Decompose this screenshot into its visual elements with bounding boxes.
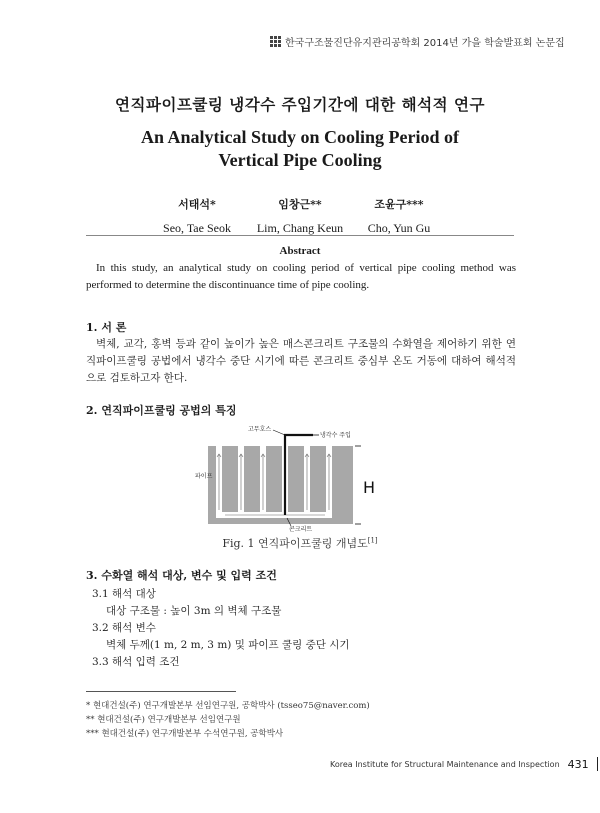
- author-3-ko: 조윤구***: [374, 198, 424, 211]
- label-inlet: 냉각수 주입: [320, 432, 351, 439]
- journal-name: 한국구조물진단유지관리공학회 2014년 가을 학술발표회 논문집: [285, 38, 565, 49]
- journal-header: [270, 34, 565, 49]
- pipe-cooling-diagram: [195, 420, 395, 535]
- height-marker: [355, 446, 361, 524]
- caption-text: Fig. 1 연직파이프쿨링 개념도: [222, 537, 368, 550]
- author-2-en: Lim, Chang Keun: [256, 221, 344, 235]
- abstract-heading: Abstract: [279, 245, 321, 257]
- item-3-2-detail: 벽체 두께(1 m, 2 m, 3 m) 및 파이프 쿨링 중단 시기: [106, 639, 350, 651]
- footnote-3: *** 현대건설(주) 연구개발본부 수석연구원, 공학박사: [86, 729, 284, 739]
- label-concrete: 콘크리트: [289, 526, 313, 533]
- footnote-rule: [86, 691, 236, 692]
- footnote-2: ** 현대건설(주) 연구개발본부 선임연구원: [86, 715, 241, 725]
- figure-caption: [0, 535, 600, 551]
- section-3-heading: 3. 수화열 해석 대상, 변수 및 입력 조건: [86, 569, 277, 582]
- footer-bar: [597, 757, 598, 771]
- page-footer: [330, 757, 598, 771]
- title-english-line2: Vertical Pipe Cooling: [218, 150, 382, 170]
- author-1-en: Seo, Tae Seok: [163, 221, 231, 235]
- caption-ref: [1]: [367, 536, 378, 545]
- label-height: H: [363, 478, 376, 497]
- item-3-3: 3.3 해석 입력 조건: [92, 656, 180, 668]
- item-3-1: 3.1 해석 대상: [92, 588, 156, 600]
- grid-dots-icon: [270, 36, 281, 47]
- title-korean: 연직파이프쿨링 냉각수 주입기간에 대한 해석적 연구: [115, 95, 485, 114]
- divider: [86, 235, 514, 236]
- author-3-en: Cho, Yun Gu: [367, 221, 431, 235]
- hose-leader: [273, 430, 285, 435]
- author-1-ko: 서태석*: [178, 198, 216, 211]
- section-2-heading: 2. 연직파이프쿨링 공법의 특징: [86, 404, 237, 417]
- section-1-heading: 1. 서 론: [86, 321, 127, 334]
- label-hose: 고무호스: [248, 426, 272, 433]
- item-3-2: 3.2 해석 변수: [92, 622, 156, 634]
- footer-institute: Korea Institute for Structural Maintenance and Inspection: [330, 759, 560, 769]
- title-english-line1: An Analytical Study on Cooling Period of: [140, 127, 460, 147]
- page-number: 431: [567, 757, 589, 771]
- label-pipe: 파이프: [195, 473, 213, 480]
- abstract-text: In this study, an analytical study on cooling period of vertical pipe cooling method was performed to determine the discontinuance time of pipe cooling.: [86, 262, 516, 291]
- author-2-ko: 임창근**: [278, 198, 322, 211]
- item-3-1-detail: 대상 구조물 : 높이 3m 의 벽체 구조물: [106, 605, 282, 617]
- footnote-1: * 현대건설(주) 연구개발본부 선임연구원, 공학박사 (tsseo75@naver.com): [86, 701, 370, 711]
- section-1-text: 벽체, 교각, 홍벽 등과 같이 높이가 높은 매스콘크리트 구조물의 수화열을 제어하기 위한 연직파이프쿨링 공법에서 냉각수 중단 시기에 따른 콘크리트 중심부 온도 거동에 대하여 해석적으로 검토하고자 한다.: [86, 338, 516, 384]
- author-3: [334, 196, 464, 236]
